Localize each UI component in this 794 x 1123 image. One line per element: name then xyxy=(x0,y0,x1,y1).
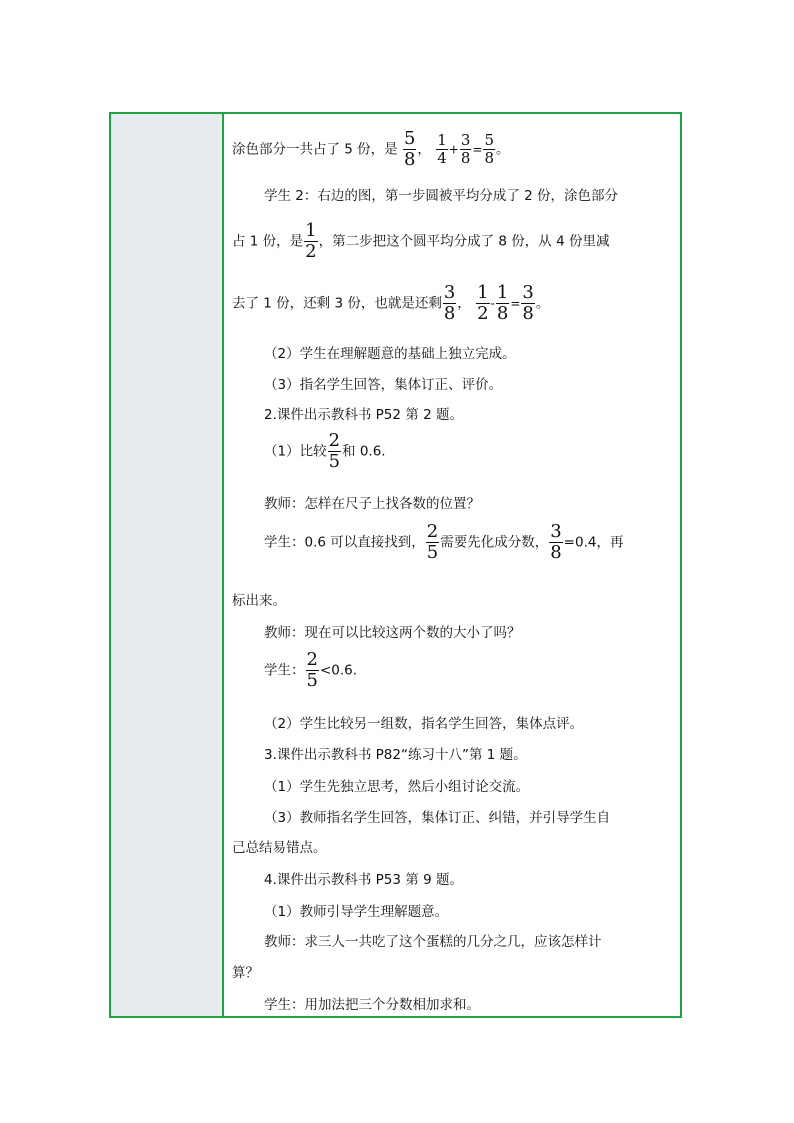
text-line: 教师：求三人一共吃了这个蛋糕的几分之几，应该怎样计 xyxy=(264,934,602,950)
text-span: 需要先化成分数， xyxy=(440,534,549,551)
fraction: $\frac{5}{8}$ xyxy=(403,128,416,170)
text-span: 占 1 份，是 xyxy=(232,233,304,250)
text-line: （2）学生比较另一组数，指名学生回答，集体点评。 xyxy=(264,716,584,732)
equals-sign: = xyxy=(472,142,483,157)
fraction: $\frac{2}{5}$ xyxy=(328,430,341,472)
text-span: （1）比较 xyxy=(264,443,327,460)
text-line: （3）指名学生回答，集体订正、评价。 xyxy=(264,377,503,393)
text-line xyxy=(232,222,609,261)
equals-sign: = xyxy=(510,296,521,311)
content-cell xyxy=(232,114,674,1016)
fraction: $\frac{5}{8}$ xyxy=(484,131,494,167)
text-span: 去了 1 份，还剩 3 份，也就是还剩 xyxy=(232,295,442,312)
text-line: 4.课件出示教科书 P53 第 9 题。 xyxy=(264,872,463,888)
text-span: ， xyxy=(457,295,471,312)
left-column-cell xyxy=(111,114,224,1016)
text-line: 3.课件出示教科书 P82“练习十八”第 1 题。 xyxy=(264,747,527,763)
text-span: 和 0.6. xyxy=(342,443,386,460)
text-span: 涂色部分一共占了 5 份，是 xyxy=(232,141,398,158)
text-span: ， xyxy=(417,141,431,158)
text-line: 教师：现在可以比较这两个数的大小了吗？ xyxy=(264,625,521,641)
fraction: $\frac{3}{8}$ xyxy=(550,521,562,563)
fraction: $\frac{1}{8}$ xyxy=(496,282,509,324)
fraction: $\frac{2}{5}$ xyxy=(306,649,318,691)
text-line: 己总结易错点。 xyxy=(232,840,327,856)
text-line: 学生：用加法把三个分数相加求和。 xyxy=(264,997,480,1013)
text-line: （3）教师指名学生回答，集体订正、纠错，并引导学生自 xyxy=(264,810,611,826)
text-line: 标出来。 xyxy=(232,593,286,609)
text-span: 。 xyxy=(535,295,550,312)
fraction: $\frac{3}{8}$ xyxy=(460,131,471,167)
text-span: 学生： xyxy=(264,662,305,679)
text-line: 2.课件出示教科书 P52 第 2 题。 xyxy=(264,407,463,423)
text-line: 教师：怎样在尺子上找各数的位置？ xyxy=(264,496,480,512)
fraction: $\frac{1}{2}$ xyxy=(477,282,489,324)
text-span: ，第二步把这个圆平均分成了 8 份，从 4 份里减 xyxy=(318,233,610,250)
text-line: （1）教师引导学生理解题意。 xyxy=(264,904,449,920)
fraction: $\frac{2}{5}$ xyxy=(426,521,439,563)
text-line xyxy=(264,523,623,562)
fraction: $\frac{3}{8}$ xyxy=(522,282,534,324)
text-line xyxy=(232,284,549,323)
text-span: 学生：0.6 可以直接找到， xyxy=(264,534,425,551)
text-line xyxy=(264,651,357,690)
text-line: （2）学生在理解题意的基础上独立完成。 xyxy=(264,346,516,362)
text-line: 算？ xyxy=(232,965,259,981)
text-line xyxy=(232,130,509,169)
text-line xyxy=(264,432,386,471)
lesson-table xyxy=(109,112,682,1018)
text-span: 。 xyxy=(495,141,510,158)
text-line: （1）学生先独立思考，然后小组讨论交流。 xyxy=(264,779,530,795)
fraction: $\frac{1}{2}$ xyxy=(305,220,317,262)
text-span: =0.4，再 xyxy=(563,534,624,551)
text-line: 学生 2：右边的图，第一步圆被平均分成了 2 份，涂色部分 xyxy=(264,188,619,204)
minus-sign: - xyxy=(490,296,495,311)
fraction: $\frac{3}{8}$ xyxy=(443,282,456,324)
text-span: <0.6. xyxy=(319,662,358,679)
plus-sign: + xyxy=(448,142,459,157)
fraction: $\frac{1}{4}$ xyxy=(437,131,447,167)
